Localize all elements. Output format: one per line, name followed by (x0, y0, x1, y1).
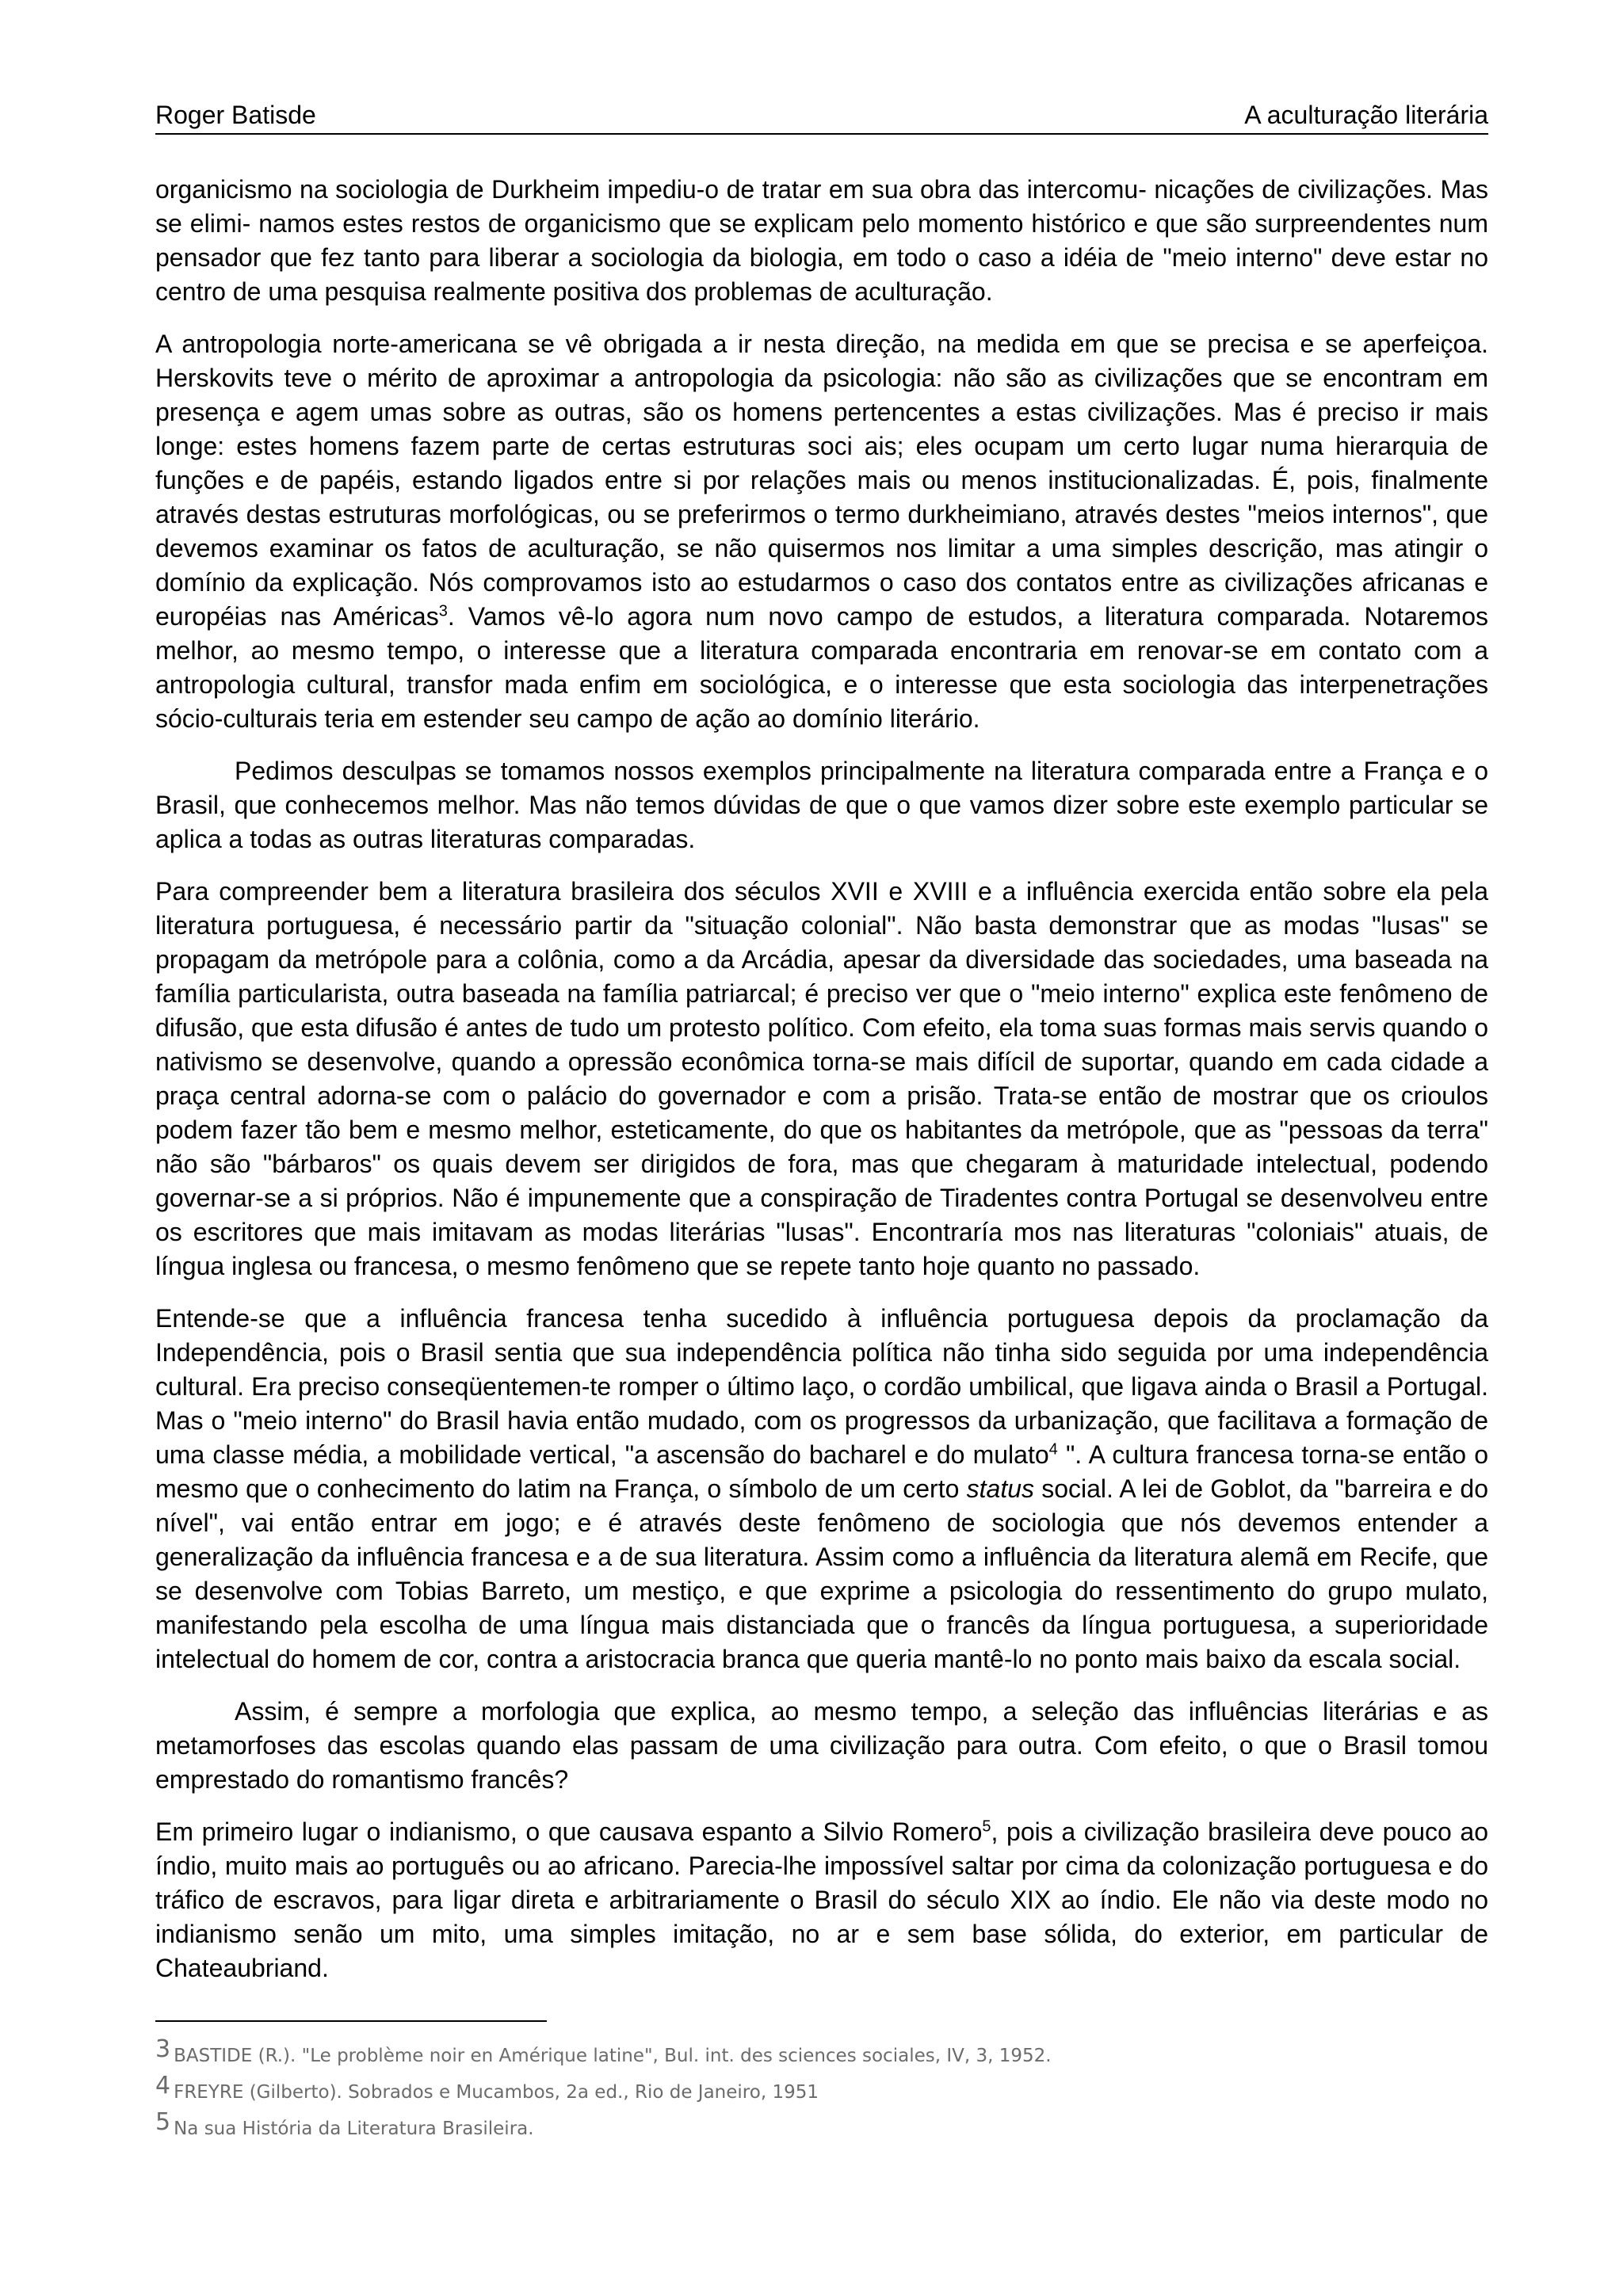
footnote-text: BASTIDE (R.). "Le problème noir en Amérique latine", Bul. int. des sciences sociales, IV, 3, 1952. (174, 2046, 1052, 2066)
footnote-text: FREYRE (Gilberto). Sobrados e Mucambos, 2a ed., Rio de Janeiro, 1951 (174, 2082, 819, 2103)
body-text (155, 173, 1488, 2004)
paragraph-3-text: Pedimos desculpas se tomamos nossos exemplos principalmente na literatura comparada entre a França e o Brasil, que conhecemos melhor. Mas não temos dúvidas de que o que vamos dizer sobre este exemplo particular se aplica a todas as outras literaturas comparadas. (155, 757, 1488, 853)
paragraph-6-text: Assim, é sempre a morfologia que explica, ao mesmo tempo, a seleção das influências literárias e as metamorfoses das escolas quando elas passam de uma civilização para outra. Com efeito, o que o Brasil tomou emprestado do romantismo francês? (155, 1697, 1488, 1794)
paragraph-2-text-b: . Vamos vê-lo agora num novo campo de estudos, a literatura comparada. Notaremos melhor, ao mesmo tempo, o interesse que a literatura comparada encontraria em renovar-se em contato com a antropologia cultural, transfor mada enfim em sociológica, e o interesse que esta sociologia das interpenetrações sócio-culturais teria em estender seu campo de ação ao domínio literário. (155, 602, 1489, 733)
paragraph-3 (155, 754, 1488, 856)
footnote-number: 4 (155, 2072, 171, 2100)
paragraph-5-text-a: Entende-se que a influência francesa tenha sucedido à influência portuguesa depois da proclamação da Independência, pois o Brasil sentia que sua independência política não tinha sido seguida por uma independência cultural. Era preciso conseqüentemen-te romper o último laço, o cordão umbilical, que ligava ainda o Brasil a Portugal. Mas o "meio interno" do Brasil havia então mudado, com os progressos da urbanização, que facilitava a formação de uma classe média, a mobilidade vertical, "a ascensão do bacharel e do mulato (155, 1304, 1488, 1469)
footnote-text: Na sua História da Literatura Brasileira. (174, 2119, 534, 2139)
paragraph-1-text: organicismo na sociologia de Durkheim impediu-o de tratar em sua obra das intercomu- nicações de civilizações. Mas se elimi- namos estes restos de organicismo que se explicam pelo momento histórico e que são surpreendentes num pensador que fez tanto para liberar a sociologia da biologia, em todo o caso a idéia de "meio interno" deve estar no centro de uma pesquisa realmente positiva dos problemas de aculturação. (155, 175, 1488, 306)
paragraph-5-text-c: social. A lei de Goblot, da "barreira e do nível", vai então entrar em jogo; e é através deste fenômeno de sociologia que nós devemos entender a generalização da influência francesa e a de sua literatura. Assim como a influência da literatura alemã em Recife, que se desenvolve com Tobias Barreto, um mestiço, e que exprime a psicologia do ressentimento do grupo mulato, manifestando pela escolha de uma língua mais distanciada que o francês da língua portuguesa, a superioridade intelectual do homem de cor, contra a aristocracia branca que queria mantê-lo no ponto mais baixo da escala social. (155, 1474, 1489, 1673)
footnote-number: 5 (155, 2108, 171, 2136)
paragraph-4 (155, 875, 1488, 1283)
paragraph-2-text-a: A antropologia norte-americana se vê obrigada a ir nesta direção, na medida em que se precisa e se aperfeiçoa. Herskovits teve o mérito de aproximar a antropologia da psicologia: não são as civilizações que se encontram em presença e agem umas sobre as outras, são os homens pertencentes a estas civilizações. Mas é preciso ir mais longe: estes homens fazem parte de certas estruturas soci ais; eles ocupam um certo lugar numa hierarquia de funções e de papéis, estando ligados entre si por relações mais ou menos institucionalizadas. É, pois, finalmente através destas estruturas morfológicas, ou se preferirmos o termo durkheimiano, através destes "meios internos", que devemos examinar os fatos de aculturação, se não quisermos nos limitar a uma simples descrição, mas atingir o domínio da explicação. Nós comprovamos isto ao estudarmos o caso dos contatos entre as civilizações africanas e européias nas Américas (155, 330, 1488, 631)
paragraph-5 (155, 1302, 1488, 1676)
footnote-ref-4[interactable]: 4 (1048, 1440, 1058, 1459)
paragraph-4-text: Para compreender bem a literatura brasileira dos séculos XVII e XVIII e a influência exercida então sobre ela pela literatura portuguesa, é necessário partir da "situação colonial". Não basta demonstrar que as modas "lusas" se propagam da metrópole para a colônia, como a da Arcádia, apesar da diversidade das sociedades, uma baseada na família particularista, outra baseada na família patriarcal; é preciso ver que o "meio interno" explica este fenômeno de difusão, que esta difusão é antes de tudo um protesto político. Com efeito, ela toma suas formas mais servis quando o nativismo se desenvolve, quando a opressão econômica torna-se mais difícil de suportar, quando em cada cidade a praça central adorna-se com o palácio do governador e com a prisão. Trata-se então de mostrar que os crioulos podem fazer tão bem e mesmo melhor, esteticamente, do que os habitantes da metrópole, que as "pessoas da terra" não são "bárbaros" os quais devem ser dirigidos de fora, mas que chegaram à maturidade intelectual, podendo governar-se a si próprios. Não é impunemente que a conspiração de Tiradentes contra Portugal se desenvolveu entre os escritores que mais imitavam as modas literárias "lusas". Encontraría mos nas literaturas "coloniais" atuais, de língua inglesa ou francesa, o mesmo fenômeno que se repete tanto hoje quanto no passado. (155, 877, 1488, 1280)
paragraph-2 (155, 327, 1488, 736)
paragraph-5-italic: status (966, 1474, 1034, 1503)
footnotes (155, 2036, 1488, 2145)
paragraph-7 (155, 1815, 1488, 1985)
footnote-divider (155, 2020, 547, 2022)
footnote-5 (155, 2109, 1488, 2142)
footnote-ref-3[interactable]: 3 (438, 602, 448, 620)
paragraph-7-text-a: Em primeiro lugar o indianismo, o que causava espanto a Silvio Romero (155, 1817, 983, 1846)
paragraph-1 (155, 173, 1488, 309)
paragraph-5-text-b: ". A cultura francesa torna-se então o mesmo que o conhecimento do latim na França, o símbolo de um certo (155, 1440, 1489, 1503)
paragraph-6 (155, 1695, 1488, 1797)
footnote-number: 3 (155, 2035, 171, 2063)
footnote-ref-5[interactable]: 5 (982, 1817, 991, 1836)
footnote-3 (155, 2036, 1488, 2069)
header-author: Roger Batisde (155, 101, 316, 129)
paragraph-7-text-b: , pois a civilização brasileira deve pouco ao índio, muito mais ao português ou ao africano. Parecia-lhe impossível saltar por cima da colonização portuguesa e do tráfico de escravos, para ligar direta e arbitrariamente o Brasil do século XIX ao índio. Ele não via deste modo no indianismo senão um mito, uma simples imitação, no ar e sem base sólida, do exterior, em particular de Chateaubriand. (155, 1817, 1489, 1982)
running-header (155, 97, 1488, 135)
header-title: A aculturação literária (1244, 101, 1488, 129)
footnote-4 (155, 2073, 1488, 2106)
